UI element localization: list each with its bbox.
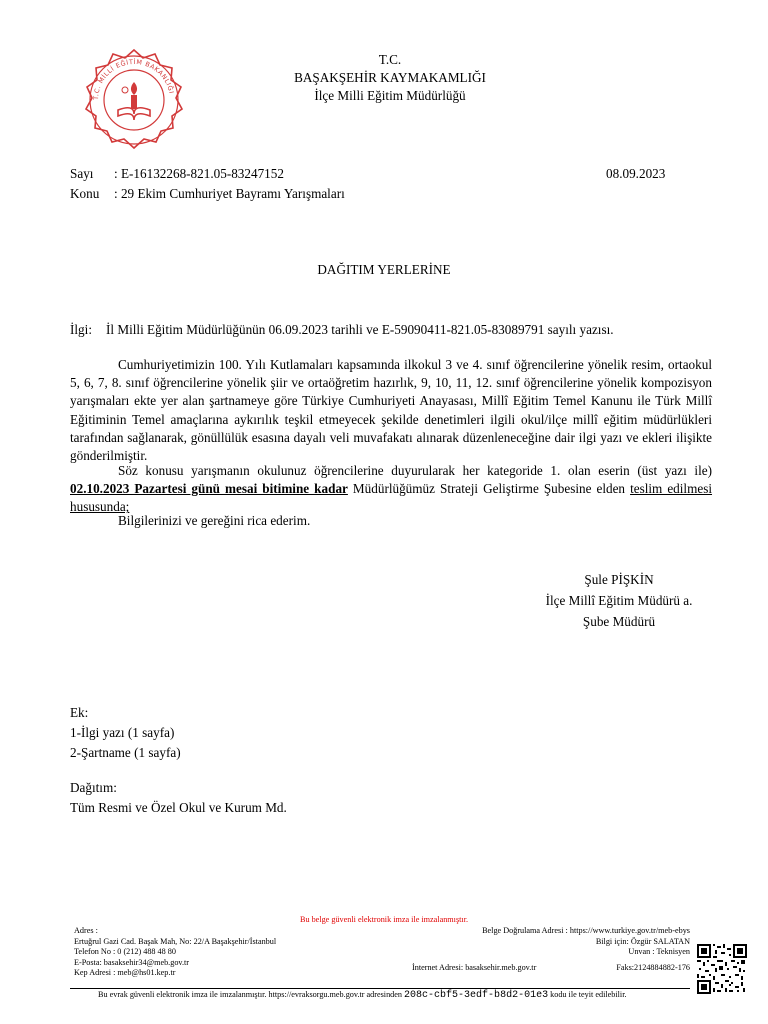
body-paragraph-2-mid: Müdürlüğümüz Strateji Geliştirme Şubesine elden <box>347 481 631 497</box>
sayi-value: : E-16132268-821.05-83247152 <box>114 166 284 181</box>
attachment-item: 1-İlgi yazı (1 sayfa) <box>70 725 175 740</box>
footer-left <box>74 926 276 979</box>
verify-code: 208c-cbf5-3edf-b8d2-01e3 <box>404 990 549 1001</box>
ilgi-text: İl Milli Eğitim Müdürlüğünün 06.09.2023 tarihli ve E-59090411-821.05-83089791 sayılı yazısı. <box>106 322 614 337</box>
footer-right <box>380 926 690 958</box>
esign-notice: Bu belge güvenli elektronik imza ile imzalanmıştır. <box>299 915 469 924</box>
distribution <box>70 778 287 818</box>
deadline-text: 02.10.2023 Pazartesi günü mesai bitimine kadar <box>70 481 348 497</box>
belge-dogrulama: Belge Doğrulama Adresi : https://www.turkiye.gov.tr/meb-ebys <box>482 926 690 935</box>
ilgi-label: İlgi: <box>70 322 92 337</box>
verify-suffix: kodu ile teyit edilebilir. <box>550 990 627 999</box>
sayi-label: Sayı <box>70 166 94 181</box>
verify-line <box>98 990 627 1002</box>
header-tc: T.C. <box>378 52 402 67</box>
body-paragraph-2 <box>70 462 712 517</box>
header-institution: BAŞAKŞEHİR KAYMAKAMLIĞI <box>294 70 486 85</box>
signature-block <box>500 569 738 632</box>
adres-value: Ertuğrul Gazi Cad. Başak Mah, No: 22/A Başakşehir/İstanbul <box>74 936 277 946</box>
telefon: Telefon No : 0 (212) 488 48 80 <box>74 947 176 957</box>
attachments <box>70 703 181 763</box>
distribution-label: Dağıtım: <box>70 780 117 795</box>
signer-name: Şule PİŞKİN <box>584 572 654 587</box>
svg-text:T.C. MİLLİ EĞİTİM BAKANLIĞI: T.C. MİLLİ EĞİTİM BAKANLIĞI <box>91 57 176 101</box>
signer-title: İlçe Millî Eğitim Müdürü a. <box>545 593 693 608</box>
kep-adresi: Kep Adresi : meb@hs01.kep.tr <box>74 968 176 978</box>
attachment-item: 2-Şartname (1 sayfa) <box>70 745 181 760</box>
body-paragraph-2-tail: teslim edilmesi hususunda; <box>70 481 713 515</box>
header-directorate: İlçe Milli Eğitim Müdürlüğü <box>314 88 466 103</box>
qr-code-icon <box>697 944 747 994</box>
konu-label: Konu <box>70 186 100 201</box>
body-paragraph-2-start: Söz konusu yarışmanın okulunuz öğrencilerine duyurularak her kategoride 1. olan eserin (üst yazı ile) <box>118 463 712 478</box>
eposta: E-Posta: basaksehir34@meb.gov.tr <box>74 957 190 967</box>
faks: Faks:2124884882-176 <box>616 963 690 972</box>
unvan: Unvan : Teknisyen <box>628 947 690 957</box>
body-paragraph-3: Bilgilerinizi ve gereğini rica ederim. <box>118 513 311 528</box>
footer-divider <box>70 988 690 989</box>
body-paragraph-1: Cumhuriyetimizin 100. Yılı Kutlamaları kapsamında ilkokul 3 ve 4. sınıf öğrencilerine yönelik resim, ortaokul 5, 6, 7, 8. sınıf öğrencilerine yönelik şiir ve ortaöğretim hazırlık, 9, 10, 11, 12. sınıf öğrencilerine yönelik kompozisyon yarışmaları ekte yer alan şartnameye göre Türkiye Cumhuriyeti Anayasası, Millî Eğitim Temel Kanunu ile Türk Millî Eğitiminin Temel amaçlarına aykırılık teşkil etmeyecek şekilde denetimleri ilgili okul/ilçe millî eğitim müdürlükleri tarafından sağlanarak, gönüllülük esasına dayalı veli muvafakatı alınarak düzenleneceğine dair ilgi yazı ve ekleri ilişikte gönderilmiştir. <box>70 357 712 464</box>
konu-value: : 29 Ekim Cumhuriyet Bayramı Yarışmaları <box>114 186 345 201</box>
signer-subtitle: Şube Müdürü <box>582 614 656 629</box>
document-date: 08.09.2023 <box>606 166 666 181</box>
verify-prefix: Bu evrak güvenli elektronik imza ile imzalanmıştır. https://evraksorgu.meb.gov.tr adresinden <box>98 990 402 999</box>
bilgi-icin: Bilgi için: Özgür SALATAN <box>595 936 690 946</box>
distribution-item: Tüm Resmi ve Özel Okul ve Kurum Md. <box>70 800 287 815</box>
internet-adresi: İnternet Adresi: basaksehir.meb.gov.tr <box>412 963 537 972</box>
attachments-label: Ek: <box>70 705 89 720</box>
addressee: DAĞITIM YERLERİNE <box>317 262 451 277</box>
meb-seal-logo <box>82 48 186 152</box>
adres-label: Adres : <box>74 926 98 935</box>
